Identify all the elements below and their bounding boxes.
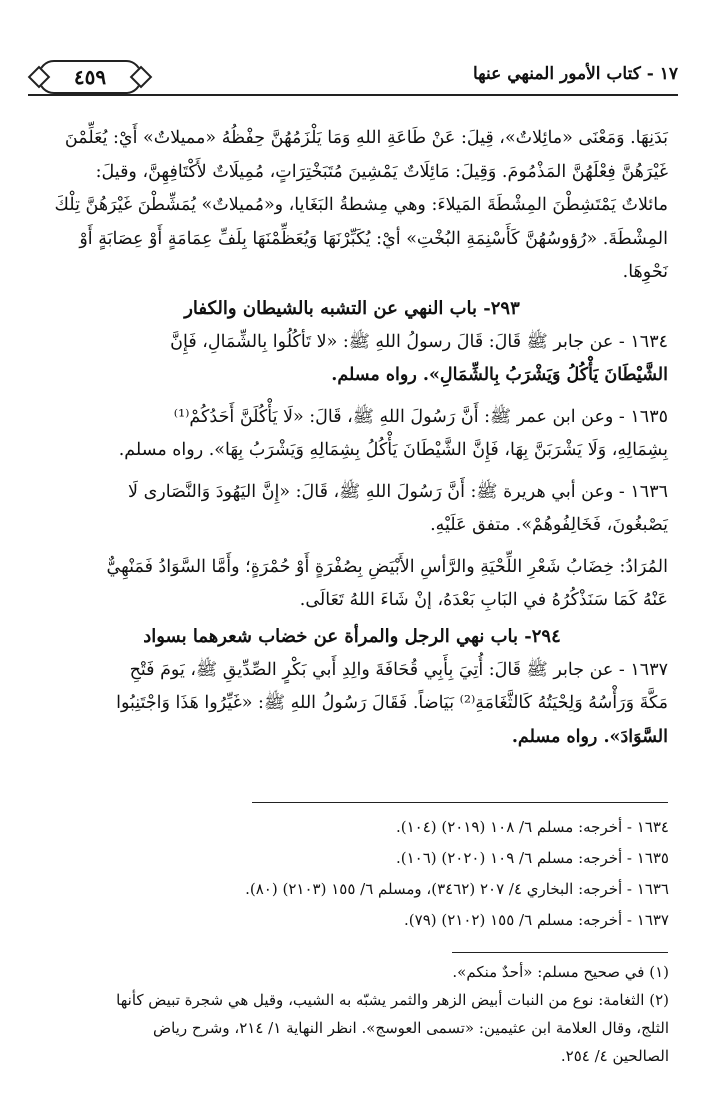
text-line: ١٦٣٤ - عن جابر ﷺ قَالَ: قَالَ رسولُ اللهِ ﷺ: «لا تَأكُلُوا بِالشِّمَالِ، فَإِنَّ: [170, 331, 668, 352]
text-line: بِشِمَالِهِ، وَلَا يَشْرَبَنَّ بِهَا، فَإِنَّ الشَّيْطَانَ يَأْكُلُ بِشِمَالِهِ وَيَشْرَبُ بِهَا». رواه مسلم.: [118, 440, 668, 460]
text-line: نَحْوِهَا.: [622, 262, 668, 282]
hadith-1637: [36, 654, 668, 755]
takhrij-item: ١٦٣٧ - أخرجه: مسلم ٦/ ١٥٥ (٢١٠٢) (٧٩).: [404, 911, 669, 929]
explanation-paragraph: [36, 551, 668, 618]
footnote-divider: [452, 952, 668, 953]
intro-paragraph: [36, 122, 668, 290]
takhrij-item: ١٦٣٤ - أخرجه: مسلم ٦/ ١٠٨ (٢٠١٩) (١٠٤).: [395, 818, 669, 836]
text-line: ١٦٣٧ - عن جابر ﷺ قَالَ: أُتِيَ بِأَبِي قُحَافَةَ والِدِ أَبي بَكْرٍ الصِّدِّيقِ ﷺ، يَومَ فَتْحِ: [129, 659, 668, 680]
takhrij-item: ١٦٣٥ - أخرجه: مسلم ٦/ ١٠٩ (٢٠٢٠) (١٠٦).: [395, 849, 669, 867]
takhrij-divider: [252, 802, 668, 803]
header-divider: [28, 94, 678, 96]
takhrij-notes: [37, 812, 669, 936]
section-heading-294: ٢٩٤- باب نهي الرجل والمرأة عن خضاب شعرهما بسواد: [143, 625, 561, 647]
footnote-2: (٢) الثغامة: نوع من النبات أبيض الزهر والثمر يشبّه به الشيب، وقيل هي شجرة تبيض كأنها: [116, 991, 669, 1009]
footnote-1: (١) في صحيح مسلم: «أحدٌ منكم».: [452, 963, 669, 981]
text-line: بَدَنِهَا. وَمَعْنَى «مائِلاتٌ»، قِيلَ: عَنْ طَاعَةِ اللهِ وَمَا يَلْزَمُهُنَّ حِفْظُهُ «مميلاتٌ» أَيْ: يُعَلِّمْنَ: [64, 128, 668, 148]
text-line: السَّوَادَ». رواه مسلم.: [511, 726, 668, 747]
text-line: غَيْرَهُنَّ فِعْلَهُنَّ المَذْمُومَ. وَقِيلَ: مَائِلَاتٌ يَمْشِينَ مُتَبَخْتِرَاتٍ، مُمِيلَاتٌ لأَكْتَافِهِنَّ، وقيلَ:: [95, 161, 668, 182]
footnote-2-continuation: الثلج، وقال العلامة ابن عثيمين: «تسمى العوسج». انظر النهاية ١/ ٢١٤، وشرح رياض: [152, 1019, 669, 1037]
hadith-1634: [36, 326, 668, 393]
hadith-1636: [36, 476, 668, 543]
main-text: [36, 122, 668, 754]
section-heading-293: ٢٩٣- باب النهي عن التشبه بالشيطان والكفار: [184, 297, 520, 319]
text-line: ١٦٣٥ - وعن ابن عمر ﷺ: أَنَّ رَسُولَ اللهِ ﷺ، قَالَ: «لَا يَأْكُلَنَّ أَحَدُكُمْ⁽¹⁾: [173, 406, 668, 427]
text-line: مَكَّةَ وَرَأْسُهُ وَلِحْيَتُهُ كَالثَّغَامَةِ⁽²⁾ بَيَاضاً. فَقَالَ رَسُولُ اللهِ ﷺ: «غَيِّرُوا هَذَا وَاجْتَنِبُوا: [116, 693, 668, 713]
text-line: عَنْهُ كَمَا سَنَذْكُرُهُ في البَابِ بَعْدَهُ، إنْ شَاءَ اللهُ تَعَالَى.: [299, 590, 668, 610]
page-number: ٤٥٩: [73, 65, 107, 89]
text-line: المِشْطَةَ. «رُؤوسُهُنَّ كَأَسْنِمَةِ البُخْتِ» أيْ: يُكَبِّرْنَهَا وَيُعَظِّمْنَهَا بِلَفِّ عِمَامَةٍ أَوْ عِصَابَةٍ أَوْ: [79, 228, 668, 249]
page-header: [28, 52, 678, 96]
text-line: الشَّيْطَانَ يَأْكُلُ وَيَشْرَبُ بِالشِّمَالِ». رواه مسلم.: [331, 365, 668, 385]
chapter-title: ١٧ - كتاب الأمور المنهي عنها: [473, 64, 678, 84]
takhrij-item: ١٦٣٦ - أخرجه: البخاري ٤/ ٢٠٧ (٣٤٦٢)، ومسلم ٦/ ١٥٥ (٢١٠٣) (٨٠).: [245, 880, 669, 898]
page-number-badge: [38, 60, 142, 94]
text-line: مائلاتٌ يَمْتَشِطْنَ المِشْطَةَ المَيلاءَ: وهي مِشطةُ البَغَايا، و«مُميلاتٌ» يُمَشِّطْنَ غَيْرَهُنَّ تِلْكَ: [54, 195, 668, 215]
footnotes: [33, 958, 669, 1070]
hadith-1635: [36, 401, 668, 468]
text-line: المُرَادُ: خِضَابُ شَعْرِ اللِّحْيَةِ والرَّأسِ الأَبْيَضِ بِصُفْرَةٍ أَوْ حُمْرَةٍ؛ وأَمَّا السَّوَادُ فَمَنْهِيٌّ: [106, 556, 668, 577]
text-line: ١٦٣٦ - وعن أبي هريرة ﷺ: أَنَّ رَسُولَ اللهِ ﷺ، قَالَ: «إِنَّ اليَهُودَ وَالنَّصَارى لَا: [128, 481, 668, 502]
footnote-2-continuation: الصالحين ٤/ ٢٥٤.: [560, 1047, 669, 1065]
text-line: يَصْبغُونَ، فَخَالِفُوهُمْ». متفق عَلَيْهِ.: [430, 515, 668, 535]
